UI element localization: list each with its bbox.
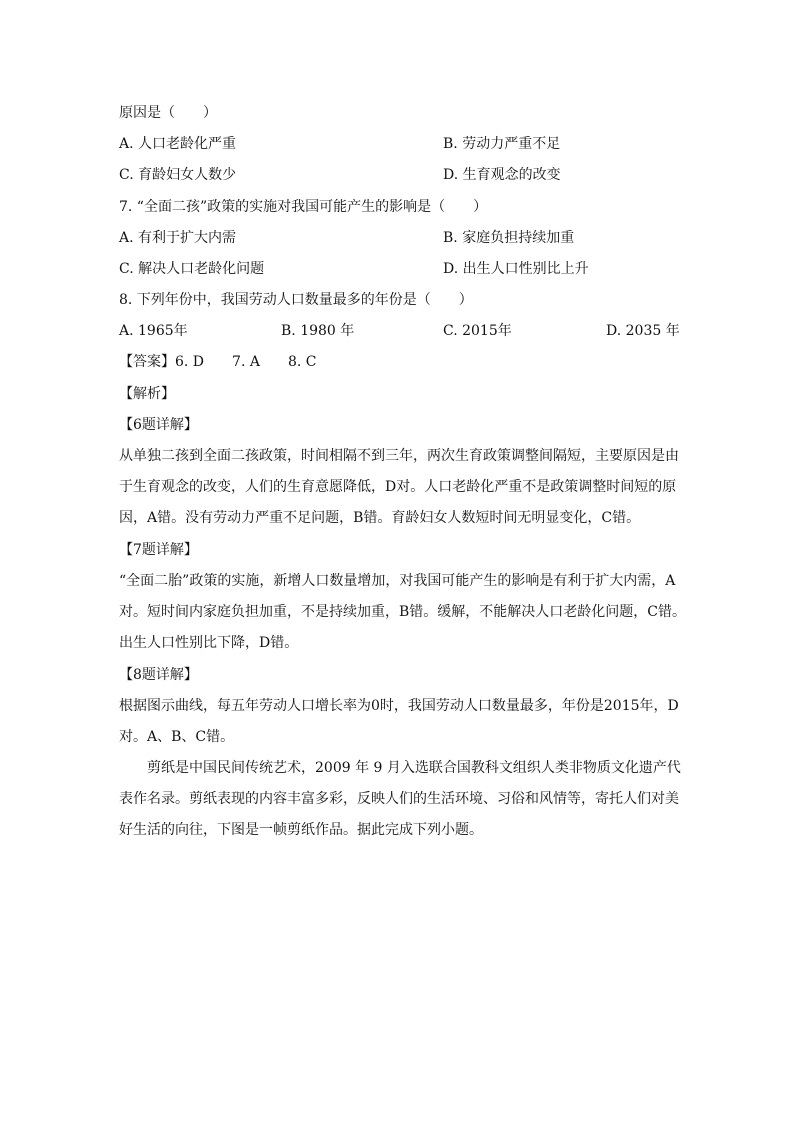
q8-option-d: D. 2035 年 <box>606 323 680 339</box>
intro-paragraph-line: 表作名录。剪纸表现的内容丰富多彩，反映人们的生活环境、习俗和风情等，寄托人们对美 <box>119 791 679 807</box>
detail-8-title: 【8题详解】 <box>119 667 198 683</box>
detail-6-line: 从单独二孩到全面二孩政策，时间相隔不到三年，两次生育政策调整间隔短，主要原因是由 <box>119 448 679 464</box>
detail-6-line: 于生育观念的改变，人们的生育意愿降低，D对。人口老龄化严重不是政策调整时间短的原 <box>119 479 677 495</box>
detail-7-title: 【7题详解】 <box>119 542 198 558</box>
q6-option-b: B. 劳动力严重不足 <box>443 136 561 152</box>
detail-6-line: 因，A错。没有劳动力严重不足问题，B错。育龄妇女人数短时间无明显变化，C错。 <box>119 510 641 526</box>
intro-paragraph-line: 好生活的向往，下图是一帧剪纸作品。据此完成下列小题。 <box>119 822 483 838</box>
q6-stem-tail: 原因是（ ） <box>119 105 217 121</box>
q8-option-c: C. 2015年 <box>443 323 512 339</box>
detail-7-line: 对。短时间内家庭负担加重，不是持续加重，B错。缓解，不能解决人口老龄化问题，C错。 <box>119 604 686 620</box>
q6-option-c: C. 育龄妇女人数少 <box>119 167 237 183</box>
q8-stem: 8. 下列年份中，我国劳动人口数量最多的年份是（ ） <box>119 292 473 308</box>
analysis-title: 【解析】 <box>119 386 175 402</box>
detail-7-line: “全面二胎”政策的实施，新增人口数量增加，对我国可能产生的影响是有利于扩大内需，A <box>119 573 676 589</box>
detail-8-line: 根据图示曲线，每五年劳动人口增长率为0时，我国劳动人口数量最多，年份是2015年，D <box>119 698 679 714</box>
q7-option-d: D. 出生人口性别比上升 <box>443 261 589 277</box>
q7-option-a: A. 有利于扩大内需 <box>119 230 237 246</box>
q7-stem: 7. “全面二孩”政策的实施对我国可能产生的影响是（ ） <box>119 199 488 215</box>
q8-option-a: A. 1965年 <box>119 323 188 339</box>
q7-option-c: C. 解决人口老龄化问题 <box>119 261 265 277</box>
detail-6-title: 【6题详解】 <box>119 417 198 433</box>
detail-8-line: 对。A、B、C错。 <box>119 729 235 745</box>
q6-option-a: A. 人口老龄化严重 <box>119 136 237 152</box>
intro-paragraph-line: 剪纸是中国民间传统艺术，2009 年 9 月入选联合国教科文组织人类非物质文化遗产代 <box>147 760 681 776</box>
answer-line: 【答案】6. D 7. A 8. C <box>119 354 317 370</box>
detail-7-line: 出生人口性别比下降，D错。 <box>119 635 299 651</box>
q8-option-b: B. 1980 年 <box>281 323 355 339</box>
q6-option-d: D. 生育观念的改变 <box>443 167 561 183</box>
q7-option-b: B. 家庭负担持续加重 <box>443 230 575 246</box>
